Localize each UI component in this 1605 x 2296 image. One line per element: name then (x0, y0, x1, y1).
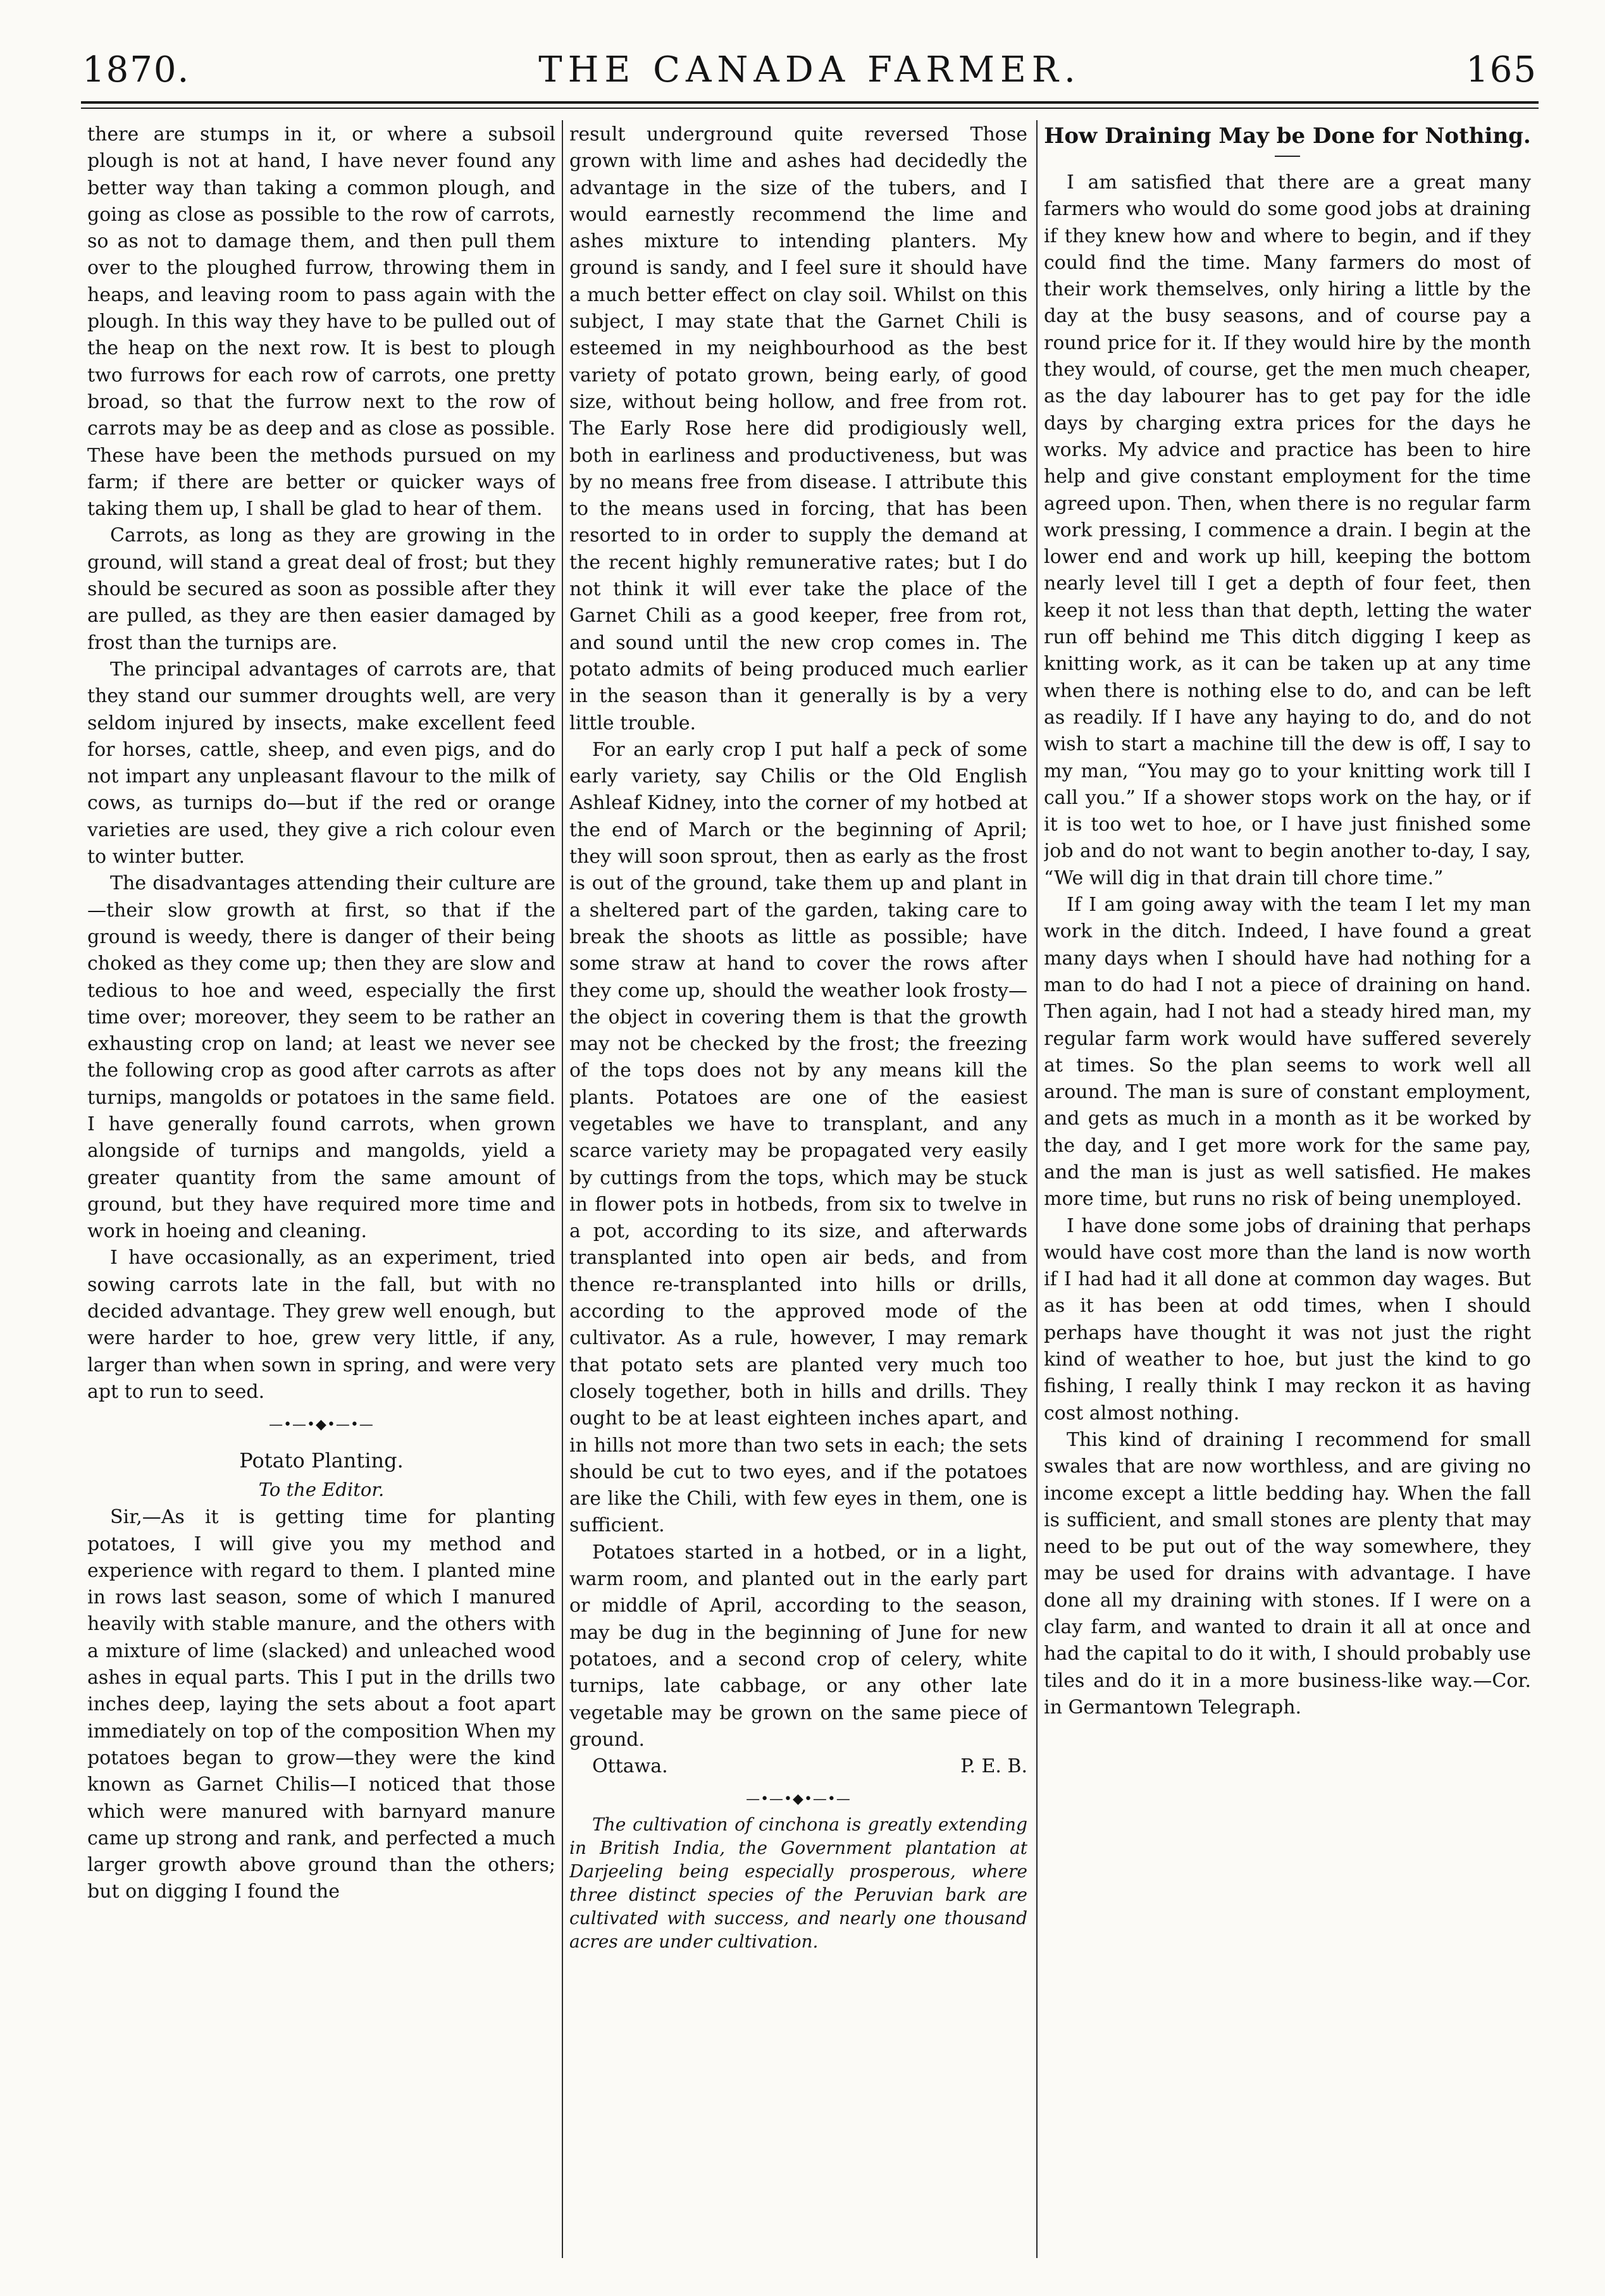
paragraph: result underground quite reversed Those grown with lime and ashes had decidedly the advantage in the size of the tubers, and I would earnestly recommend the lime and ashes mixture to intending planters. My ground is sandy, and I feel sure it should have a much better effect on clay soil. Whilst on this subject, I may state that the Garnet Chili is esteemed in my neighbourhood as the best variety of potato grown, being early, of good size, without being hollow, and free from rot. The Early Rose here did prodigiously well, both in earliness and productiveness, but was by no means free from disease. I attribute this to the means used in forcing, that has been resorted to in order to supply the demand at the recent highly remunerative rates; but I do not think it will ever take the place of the Garnet Chili as a good keeper, free from rot, and sound until the new crop comes in. The potato admits of being produced much earlier in the season than it generally is by a very little trouble. (569, 123, 1027, 734)
column-divider (562, 120, 563, 2258)
column-divider (1036, 120, 1038, 2258)
column-3 (1044, 121, 1531, 2259)
article-place: Ottawa. (592, 1755, 668, 1778)
paragraph: I am satisfied that there are a great many farmers who would do some good jobs at draining if they knew how and where to begin, and if they could find the time. Many farmers do most of their work themselves, only hiring a little by the day at the busy seasons, and of course pay a round price for it. If they would hire by the month they would, of course, get the men much cheaper, as the day labourer has to get pay for the idle days by charging extra prices for the days he works. My advice and practice has been to hire help and give constant employment for the time agreed upon. Then, when there is no regular farm work pressing, I commence a drain. I begin at the lower end and work up hill, keeping the bottom nearly level till I get a depth of four feet, then keep it not less than that depth, letting the water run off behind me This ditch digging I keep as knitting work, as it can be taken up at any time when there is nothing else to do, and can be left as readily. If I have any haying to do, and do not wish to start a machine till the dew is off, I say to my man, “You may go to your knitting work till I call you.” If a shower stops work on the hay, or if it is too wet to hoe, or I have just finished some job and do not want to begin another to-day, I say, “We will dig in that drain till chore time.” (1044, 171, 1531, 889)
paragraph: I have occasionally, as an experiment, tried sowing carrots late in the fall, but with no decided advantage. They grew well enough, but were harder to hoe, grew very little, if any, larger than when sown in spring, and were very apt to run to seed. (87, 1247, 555, 1403)
article-signoff (569, 1753, 1027, 1780)
article-signature: P. E. B. (960, 1755, 1027, 1778)
paragraph: If I am going away with the team I let my man work in the ditch. Indeed, I have found a great many days when I should have had nothing for a man to do had I not a piece of draining on hand. Then again, had I not had a steady hired man, my regular farm work would have suffered severely at times. So the plan seems to work well all around. The man is sure of constant employment, and gets as much in a month as it be worked by the day, and I get more work for the same pay, and the man is just as well satisfied. He makes more time, but runs no risk of being unemployed. (1044, 894, 1531, 1211)
masthead (82, 49, 1537, 100)
paragraph: The principal advantages of carrots are, that they stand our summer droughts well, are very seldom injured by insects, make excellent feed for horses, cattle, sheep, and even pigs, and do not impart any unpleasant flavour to the milk of cows, as turnips do—but if the red or orange varieties are used, they give a rich colour even to winter butter. (87, 658, 555, 868)
column-2 (569, 121, 1027, 2259)
section-ornament: —•—•◆•—•— (269, 1417, 374, 1433)
paragraph: Carrots, as long as they are growing in the ground, will stand a great deal of frost; but they should be secured as soon as possible after they are pulled, as they are then easier damaged by frost than the turnips are. (87, 524, 555, 654)
paragraph: For an early crop I put half a peck of some early variety, say Chilis or the Old English Ashleaf Kidney, into the corner of my hotbed at the end of March or the beginning of April; they will soon sprout, then as early as the frost is out of the ground, take them up and plant in a sheltered part of the garden, taking care to break the shoots as little as possible; have some straw at hand to cover the rows after they come up, should the weather look frosty—the object in covering them is that the growth may not be checked by the frost; the freezing of the tops does not by any means kill the plants. Potatoes are one of the easiest vegetables we have to transplant, and any scarce variety may be propagated very easily by cuttings from the tops, which may be stuck in flower pots in hotbeds, from six to twelve in a pot, according to its size, and afterwards transplanted into open air beds, and from thence re-transplanted into hills or drills, according to the approved mode of the cultivator. As a rule, however, I may remark that potato sets are planted very much too closely together, both in hills and drills. They ought to be at least eighteen inches apart, and in hills not more than two sets in each; the sets should be cut to two eyes, and if the potatoes are like the Chili, with few eyes in them, one is sufficient. (569, 738, 1027, 1537)
paragraph: The disadvantages attending their culture are—their slow growth at first, so that if the ground is weedy, there is danger of their being choked as they come up; then they are slow and tedious to hoe and weed, especially the first time over; moreover, they seem to be rather an exhausting crop on land; at least we never see the following crop as good after carrots as after turnips, mangolds or potatoes in the same field. I have generally found carrots, when grown alongside of turnips and mangolds, yield a greater quantity from the same amount of ground, but they have required more time and work in hoeing and cleaning. (87, 872, 555, 1243)
paragraph: Sir,—As it is getting time for planting potatoes, I will give you my method and experience with regard to them. I planted mine in rows last season, some of which I manured heavily with stable manure, and the others with a mixture of lime (slacked) and unleached wood ashes in equal parts. This I put in the drills two inches deep, laying the sets about a foot apart immediately on top of the composition When my potatoes began to grow—they were the kind known as Garnet Chilis—I noticed that those which were manured with barnyard manure came up strong and rank, and perfected a much larger growth above ground than the others; but on digging I found the (87, 1506, 555, 1903)
article-heading-potato-planting: Potato Planting. (239, 1448, 404, 1473)
issue-year: 1870. (82, 49, 190, 90)
article-dateline: To the Editor. (258, 1479, 385, 1501)
masthead-rule (81, 101, 1539, 104)
news-note-cinchona: The cultivation of cinchona is greatly extending in British India, the Government plantation at Darjeeling being especially prosperous, where three distinct species of the Peruvian bark are cultivated with success, and nearly one thousand acres are under cultivation. (569, 1814, 1027, 1953)
article-heading-draining: How Draining May be Done for Nothing. (1044, 123, 1531, 149)
paragraph: there are stumps in it, or where a subsoil plough is not at hand, I have never found any better way than taking a common plough, and going as close as possible to the row of carrots, so as not to damage them, and then pull them over to the ploughed furrow, throwing them in heaps, and leaving room to pass again with the plough. In this way they have to be pulled out of the heap on the next row. It is best to plough two furrows for each row of carrots, one pretty broad, so that the furrow next to the row of carrots may be as deep and as close as possible. These have been the methods pursued on my farm; if there are better or quicker ways of taking them up, I shall be glad to hear of them. (87, 123, 555, 521)
newspaper-title: THE CANADA FARMER. (538, 49, 1081, 90)
section-ornament: —•—•◆•—•— (746, 1791, 851, 1808)
heading-dash (1275, 156, 1300, 157)
masthead-rule-thin (81, 108, 1539, 109)
page-number: 165 (1466, 49, 1537, 90)
paragraph: Potatoes started in a hotbed, or in a light, warm room, and planted out in the early part or middle of April, according to the season, may be dug in the beginning of June for new potatoes, and a second crop of celery, white turnips, late cabbage, or any other late vegetable may be grown on the same piece of ground. (569, 1541, 1027, 1751)
column-1 (87, 121, 555, 2259)
paragraph: This kind of draining I recommend for small swales that are now worthless, and are giving no income except a little bedding hay. When the fall is sufficient, and small stones are plenty that may need to be put out of the way somewhere, they may be used for drains with advantage. I have done all my draining with stones. If I were on a clay farm, and wanted to drain it all at once and had the capital to do it with, I should probably use tiles and do it in a more business-like way.—Cor. in Germantown Telegraph. (1044, 1428, 1531, 1719)
paragraph: I have done some jobs of draining that perhaps would have cost more than the land is now worth if I had had it all done at common day wages. But as it has been at odd times, when I should perhaps have thought it was not just the right kind of weather to hoe, but just the kind to go fishing, I really think I may reckon it as having cost almost nothing. (1044, 1214, 1531, 1424)
